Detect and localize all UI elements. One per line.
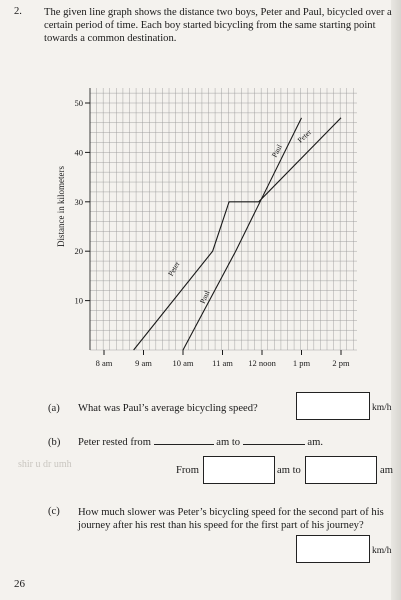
bleed-through-text: shir u dr umh: [18, 459, 72, 470]
x-tick-label: 12 noon: [248, 358, 276, 368]
chart-labels: [75, 98, 351, 368]
blank-start[interactable]: [154, 444, 214, 445]
series-label-peter: Peter: [166, 259, 182, 278]
y-axis-label: Distance in kilometers: [56, 166, 66, 247]
part-b-text-mid: am to: [216, 437, 241, 448]
part-b-sentence: [78, 437, 323, 448]
series-label-peter: Peter: [295, 127, 314, 145]
y-tick-label-10: 10: [74, 295, 83, 306]
y-tick-label-50: 50: [74, 98, 83, 108]
part-a-label: (a): [48, 403, 60, 414]
to-label: am to: [277, 465, 301, 476]
y-tick-label-30: 30: [74, 196, 83, 207]
part-c-text: How much slower was Peter’s bicycling speed for the second part of his journey after his rest than his speed for the first part of his journey?: [78, 507, 384, 531]
unit-b: am: [380, 465, 393, 476]
x-tick-label: 11 am: [212, 358, 233, 368]
question-text: The given line graph shows the distance two boys, Peter and Paul, bicycled over a certain period of time. Each boy started bicycling from the same starting point towards a common destination.: [44, 7, 392, 45]
question-number: 2.: [14, 6, 22, 17]
blank-end[interactable]: [243, 444, 305, 445]
x-tick-label: 8 am: [95, 358, 113, 368]
part-b-text-post: am.: [307, 437, 324, 448]
chart-lines: [134, 118, 341, 350]
series-line-peter: [134, 118, 341, 350]
unit-a: km/h: [372, 403, 392, 413]
y-tick-label-20: 20: [74, 246, 83, 257]
x-tick-label: 9 am: [135, 358, 152, 368]
x-tick-label: 2 pm: [332, 358, 350, 368]
page-number: 26: [14, 578, 25, 590]
from-label: From: [176, 465, 199, 476]
part-a-text: What was Paul’s average bicycling speed?: [78, 403, 258, 414]
answer-box-b-start[interactable]: [203, 456, 275, 484]
series-label-paul: Paul: [269, 142, 284, 159]
answer-box-c[interactable]: [296, 535, 370, 563]
part-c-label: (c): [48, 506, 60, 517]
x-tick-label: 10 am: [172, 358, 194, 368]
answer-box-a[interactable]: [296, 392, 370, 420]
series-label-paul: Paul: [197, 289, 212, 305]
x-tick-label: 1 pm: [292, 358, 311, 368]
answer-box-b-end[interactable]: [305, 456, 377, 484]
y-tick-label-40: 40: [74, 147, 83, 158]
part-b-label: (b): [48, 437, 61, 448]
series-line-paul: [183, 118, 302, 350]
unit-c: km/h: [372, 546, 392, 556]
part-b-text-pre: Peter rested from: [78, 437, 151, 448]
